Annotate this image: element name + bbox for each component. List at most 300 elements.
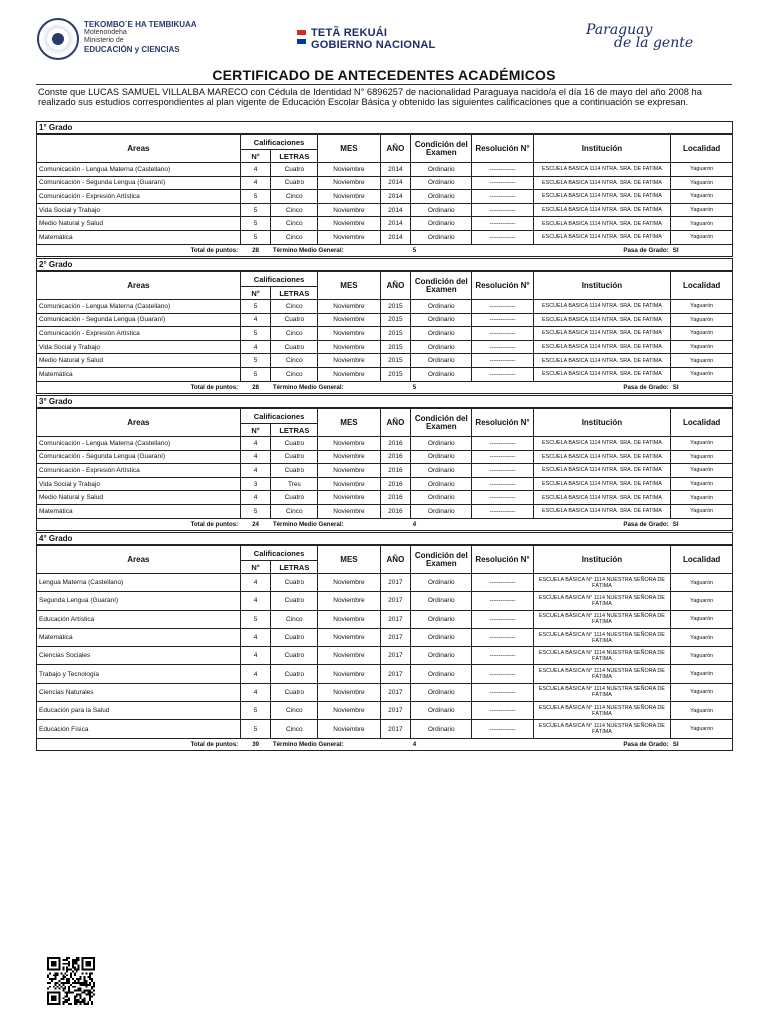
cell-nota-letras: Tres: [271, 477, 318, 491]
col-header-areas: Areas: [37, 135, 240, 163]
cell-area: Matemática: [37, 230, 240, 244]
col-header-numero: N°: [240, 150, 271, 163]
table-row: [37, 720, 732, 738]
grades-table: [37, 408, 732, 530]
total-puntos-value: 28: [240, 244, 271, 256]
cell-mes: Noviembre: [318, 163, 380, 177]
cell-localidad: Yaguarón: [671, 504, 732, 518]
ministry-seal-icon: [37, 18, 79, 60]
col-header-mes: MES: [318, 135, 380, 163]
cell-localidad: Yaguarón: [671, 665, 732, 683]
col-header-localidad: Localidad: [671, 272, 732, 300]
cell-mes: Noviembre: [318, 574, 380, 592]
cell-anio: 2017: [380, 647, 411, 665]
col-header-calificaciones: Calificaciones: [240, 409, 318, 424]
cell-institucion: ESCUELA BASICA 1114 NTRA. SRA. DE FATIMA: [533, 491, 671, 505]
table-row: [37, 477, 732, 491]
cell-nota-letras: Cuatro: [271, 574, 318, 592]
grade-title: 3° Grado: [37, 396, 732, 408]
col-header-resolucion: Resolución N°: [472, 135, 533, 163]
cell-area: Comunicación - Expresión Artística: [37, 190, 240, 204]
cell-institucion: ESCUELA BASICA 1114 NTRA. SRA. DE FATIMA: [533, 450, 671, 464]
cell-area: Educación Artística: [37, 610, 240, 628]
cell-condicion: Ordinario: [411, 437, 472, 451]
cell-resolucion: ------------: [472, 230, 533, 244]
cell-nota-letras: Cuatro: [271, 464, 318, 478]
cell-institucion: ESCUELA BÁSICA N° 1114 NUESTRA SEÑORA DE FÁTIMA: [533, 720, 671, 738]
cell-condicion: Ordinario: [411, 491, 472, 505]
grade-section: [36, 532, 733, 751]
cell-condicion: Ordinario: [411, 592, 472, 610]
table-row: [37, 354, 732, 368]
cell-nota-numero: 4: [240, 683, 271, 701]
cell-resolucion: ------------: [472, 354, 533, 368]
col-header-areas: Areas: [37, 272, 240, 300]
cell-anio: 2015: [380, 313, 411, 327]
cell-nota-numero: 4: [240, 464, 271, 478]
cell-area: Educación Física: [37, 720, 240, 738]
cell-area: Comunicación - Segunda Lengua (Guaraní): [37, 450, 240, 464]
col-header-areas: Areas: [37, 546, 240, 574]
total-puntos-value: 39: [240, 738, 271, 750]
col-header-calificaciones: Calificaciones: [240, 272, 318, 287]
cell-mes: Noviembre: [318, 720, 380, 738]
cell-institucion: ESCUELA BÁSICA N° 1114 NUESTRA SEÑORA DE FÁTIMA: [533, 610, 671, 628]
cell-nota-letras: Cuatro: [271, 683, 318, 701]
table-row: [37, 574, 732, 592]
cell-localidad: Yaguarón: [671, 592, 732, 610]
cell-nota-numero: 5: [240, 217, 271, 231]
col-header-letras: LETRAS: [271, 287, 318, 300]
cell-resolucion: ------------: [472, 610, 533, 628]
cell-resolucion: ------------: [472, 628, 533, 646]
cell-nota-numero: 5: [240, 300, 271, 314]
pasa-grado-label: Pasa de Grado:: [533, 244, 671, 256]
cell-nota-numero: 4: [240, 176, 271, 190]
col-header-resolucion: Resolución N°: [472, 272, 533, 300]
cell-nota-numero: 4: [240, 340, 271, 354]
paraguay-flag-icon: [297, 30, 306, 44]
grade-section: [36, 121, 733, 257]
col-header-institucion: Institución: [533, 272, 671, 300]
cell-nota-letras: Cuatro: [271, 437, 318, 451]
cell-nota-numero: 3: [240, 477, 271, 491]
table-row: [37, 190, 732, 204]
cell-resolucion: ------------: [472, 163, 533, 177]
cell-resolucion: ------------: [472, 702, 533, 720]
cell-condicion: Ordinario: [411, 450, 472, 464]
document-header: [0, 0, 768, 64]
cell-mes: Noviembre: [318, 327, 380, 341]
pasa-grado-value: SI: [671, 738, 732, 750]
cell-condicion: Ordinario: [411, 574, 472, 592]
cell-condicion: Ordinario: [411, 163, 472, 177]
cell-condicion: Ordinario: [411, 190, 472, 204]
cell-anio: 2014: [380, 176, 411, 190]
cell-area: Vida Social y Trabajo: [37, 340, 240, 354]
pasa-grado-value: SI: [671, 381, 732, 393]
cell-anio: 2015: [380, 300, 411, 314]
cell-nota-letras: Cuatro: [271, 313, 318, 327]
cell-nota-numero: 4: [240, 592, 271, 610]
cell-nota-numero: 4: [240, 647, 271, 665]
cell-nota-letras: Cuatro: [271, 592, 318, 610]
cell-mes: Noviembre: [318, 300, 380, 314]
cell-mes: Noviembre: [318, 647, 380, 665]
cell-condicion: Ordinario: [411, 610, 472, 628]
cell-localidad: Yaguarón: [671, 300, 732, 314]
cell-nota-letras: Cinco: [271, 367, 318, 381]
cell-anio: 2016: [380, 491, 411, 505]
grades-table: [37, 545, 732, 750]
totals-row: [37, 381, 732, 393]
cell-nota-letras: Cuatro: [271, 340, 318, 354]
cell-localidad: Yaguarón: [671, 190, 732, 204]
cell-nota-numero: 4: [240, 313, 271, 327]
col-header-condicion: Condición del Examen: [411, 546, 472, 574]
cell-nota-letras: Cinco: [271, 702, 318, 720]
col-header-institucion: Institución: [533, 135, 671, 163]
cell-institucion: ESCUELA BASICA 1114 NTRA. SRA. DE FATIMA: [533, 313, 671, 327]
termino-medio-label: Término Medio General:: [271, 738, 411, 750]
cell-resolucion: ------------: [472, 300, 533, 314]
cell-institucion: ESCUELA BÁSICA N° 1114 NUESTRA SEÑORA DE FÁTIMA: [533, 628, 671, 646]
table-row: [37, 176, 732, 190]
cell-area: Comunicación - Lengua Materna (Castellano): [37, 300, 240, 314]
cell-anio: 2017: [380, 702, 411, 720]
cell-area: Medio Natural y Salud: [37, 354, 240, 368]
cell-nota-numero: 4: [240, 491, 271, 505]
cell-area: Comunicación - Segunda Lengua (Guaraní): [37, 176, 240, 190]
cell-mes: Noviembre: [318, 176, 380, 190]
cell-condicion: Ordinario: [411, 477, 472, 491]
totals-spacer: [472, 738, 533, 750]
cell-nota-numero: 5: [240, 610, 271, 628]
ministry-logo-line3: Ministerio de: [84, 37, 124, 45]
termino-medio-value: 4: [411, 518, 472, 530]
termino-medio-label: Término Medio General:: [271, 244, 411, 256]
cell-anio: 2015: [380, 367, 411, 381]
cell-mes: Noviembre: [318, 592, 380, 610]
cell-nota-letras: Cuatro: [271, 491, 318, 505]
cell-area: Matemática: [37, 367, 240, 381]
cell-localidad: Yaguarón: [671, 340, 732, 354]
cell-anio: 2017: [380, 628, 411, 646]
cell-nota-numero: 5: [240, 702, 271, 720]
grade-title: 2° Grado: [37, 259, 732, 271]
cell-nota-numero: 4: [240, 628, 271, 646]
cell-nota-numero: 5: [240, 327, 271, 341]
col-header-anio: AÑO: [380, 272, 411, 300]
col-header-institucion: Institución: [533, 546, 671, 574]
cell-area: Segunda Lengua (Guaraní): [37, 592, 240, 610]
cell-institucion: ESCUELA BASICA 1114 NTRA. SRA. DE FATIMA: [533, 190, 671, 204]
cell-nota-numero: 5: [240, 367, 271, 381]
col-header-letras: LETRAS: [271, 561, 318, 574]
col-header-mes: MES: [318, 272, 380, 300]
cell-area: Ciencias Naturales: [37, 683, 240, 701]
cell-localidad: Yaguarón: [671, 574, 732, 592]
cell-institucion: ESCUELA BASICA 1114 NTRA. SRA. DE FATIMA: [533, 176, 671, 190]
cell-nota-numero: 5: [240, 230, 271, 244]
cell-mes: Noviembre: [318, 354, 380, 368]
cell-resolucion: ------------: [472, 665, 533, 683]
cell-mes: Noviembre: [318, 190, 380, 204]
cell-mes: Noviembre: [318, 477, 380, 491]
cell-area: Matemática: [37, 504, 240, 518]
grade-section: [36, 258, 733, 394]
cell-mes: Noviembre: [318, 610, 380, 628]
cell-institucion: ESCUELA BASICA 1114 NTRA. SRA. DE FATIMA: [533, 504, 671, 518]
cell-resolucion: ------------: [472, 647, 533, 665]
table-row: [37, 340, 732, 354]
cell-anio: 2016: [380, 450, 411, 464]
cell-condicion: Ordinario: [411, 464, 472, 478]
cell-localidad: Yaguarón: [671, 230, 732, 244]
cell-anio: 2014: [380, 203, 411, 217]
col-header-letras: LETRAS: [271, 424, 318, 437]
cell-condicion: Ordinario: [411, 628, 472, 646]
ministry-logo: [84, 20, 224, 54]
cell-mes: Noviembre: [318, 313, 380, 327]
cell-localidad: Yaguarón: [671, 163, 732, 177]
cell-localidad: Yaguarón: [671, 647, 732, 665]
table-row: [37, 313, 732, 327]
cell-resolucion: ------------: [472, 190, 533, 204]
cell-condicion: Ordinario: [411, 720, 472, 738]
col-header-condicion: Condición del Examen: [411, 409, 472, 437]
cell-anio: 2014: [380, 190, 411, 204]
cell-anio: 2017: [380, 683, 411, 701]
cell-institucion: ESCUELA BÁSICA N° 1114 NUESTRA SEÑORA DE FÁTIMA: [533, 665, 671, 683]
col-header-institucion: Institución: [533, 409, 671, 437]
col-header-mes: MES: [318, 546, 380, 574]
cell-localidad: Yaguarón: [671, 720, 732, 738]
table-row: [37, 230, 732, 244]
cell-anio: 2017: [380, 574, 411, 592]
cell-area: Comunicación - Expresión Artística: [37, 327, 240, 341]
table-row: [37, 163, 732, 177]
cell-institucion: ESCUELA BÁSICA N° 1114 NUESTRA SEÑORA DE FÁTIMA: [533, 647, 671, 665]
cell-area: Comunicación - Segunda Lengua (Guaraní): [37, 313, 240, 327]
total-puntos-label: Total de puntos:: [37, 518, 240, 530]
cell-condicion: Ordinario: [411, 647, 472, 665]
totals-spacer: [472, 518, 533, 530]
cell-resolucion: ------------: [472, 477, 533, 491]
cell-condicion: Ordinario: [411, 367, 472, 381]
cell-anio: 2015: [380, 340, 411, 354]
pasa-grado-value: SI: [671, 244, 732, 256]
ministry-logo-line4: EDUCACIÓN y CIENCIAS: [84, 45, 180, 55]
col-header-numero: N°: [240, 287, 271, 300]
cell-mes: Noviembre: [318, 437, 380, 451]
table-row: [37, 702, 732, 720]
cell-area: Matemática: [37, 628, 240, 646]
cell-institucion: ESCUELA BASICA 1114 NTRA. SRA. DE FATIMA: [533, 327, 671, 341]
cell-localidad: Yaguarón: [671, 464, 732, 478]
cell-mes: Noviembre: [318, 665, 380, 683]
termino-medio-label: Término Medio General:: [271, 518, 411, 530]
cell-nota-numero: 5: [240, 190, 271, 204]
table-row: [37, 683, 732, 701]
cell-mes: Noviembre: [318, 628, 380, 646]
termino-medio-value: 4: [411, 738, 472, 750]
cell-anio: 2016: [380, 464, 411, 478]
col-header-condicion: Condición del Examen: [411, 272, 472, 300]
cell-localidad: Yaguarón: [671, 367, 732, 381]
termino-medio-value: 5: [411, 381, 472, 393]
cell-area: Medio Natural y Salud: [37, 491, 240, 505]
cell-nota-letras: Cuatro: [271, 176, 318, 190]
cell-nota-letras: Cinco: [271, 610, 318, 628]
cell-nota-numero: 4: [240, 574, 271, 592]
cell-nota-numero: 4: [240, 665, 271, 683]
cell-condicion: Ordinario: [411, 327, 472, 341]
title-divider: [36, 84, 732, 85]
total-puntos-label: Total de puntos:: [37, 381, 240, 393]
cell-area: Comunicación - Lengua Materna (Castellano): [37, 437, 240, 451]
totals-row: [37, 518, 732, 530]
cell-resolucion: ------------: [472, 327, 533, 341]
cell-localidad: Yaguarón: [671, 477, 732, 491]
termino-medio-label: Término Medio General:: [271, 381, 411, 393]
cell-anio: 2015: [380, 327, 411, 341]
totals-spacer: [472, 244, 533, 256]
totals-row: [37, 244, 732, 256]
cell-nota-numero: 5: [240, 504, 271, 518]
table-row: [37, 217, 732, 231]
total-puntos-value: 24: [240, 518, 271, 530]
brand-logo-line2: de la gente: [614, 35, 694, 52]
termino-medio-value: 5: [411, 244, 472, 256]
cell-anio: 2016: [380, 437, 411, 451]
grade-title: 4° Grado: [37, 533, 732, 545]
cell-nota-letras: Cinco: [271, 217, 318, 231]
cell-anio: 2017: [380, 665, 411, 683]
ministry-logo-line2: Motenondeha: [84, 29, 127, 37]
col-header-condicion: Condición del Examen: [411, 135, 472, 163]
cell-institucion: ESCUELA BASICA 1114 NTRA. SRA. DE FATIMA: [533, 354, 671, 368]
cell-resolucion: ------------: [472, 491, 533, 505]
cell-anio: 2014: [380, 163, 411, 177]
grades-table: [37, 134, 732, 256]
cell-area: Lengua Materna (Castellano): [37, 574, 240, 592]
cell-anio: 2017: [380, 592, 411, 610]
table-row: [37, 203, 732, 217]
table-row: [37, 327, 732, 341]
cell-nota-letras: Cuatro: [271, 163, 318, 177]
cell-area: Comunicación - Expresión Artística: [37, 464, 240, 478]
table-row: [37, 491, 732, 505]
cell-area: Comunicación - Lengua Materna (Castellano): [37, 163, 240, 177]
table-row: [37, 437, 732, 451]
intro-paragraph: Conste que LUCAS SAMUEL VILLALBA MARECO con Cédula de Identidad N° 6896257 de nacionalidad Paraguaya nacido/a el día 16 de mayo del año 2008 ha realizado sus estudios correspondientes al plan vigente de Educación Escolar Básica y obtenido las siguientes calificaciones que a continuación se expresan.: [38, 87, 702, 108]
cell-resolucion: ------------: [472, 437, 533, 451]
cell-resolucion: ------------: [472, 592, 533, 610]
cell-anio: 2014: [380, 217, 411, 231]
table-row: [37, 300, 732, 314]
cell-localidad: Yaguarón: [671, 628, 732, 646]
government-logo-line2: GOBIERNO NACIONAL: [311, 38, 436, 51]
cell-mes: Noviembre: [318, 464, 380, 478]
cell-institucion: ESCUELA BASICA 1114 NTRA. SRA. DE FATIMA: [533, 300, 671, 314]
cell-condicion: Ordinario: [411, 313, 472, 327]
cell-localidad: Yaguarón: [671, 683, 732, 701]
cell-area: Vida Social y Trabajo: [37, 203, 240, 217]
cell-nota-numero: 4: [240, 437, 271, 451]
table-row: [37, 504, 732, 518]
cell-nota-numero: 4: [240, 163, 271, 177]
cell-institucion: ESCUELA BÁSICA N° 1114 NUESTRA SEÑORA DE FÁTIMA: [533, 592, 671, 610]
cell-mes: Noviembre: [318, 450, 380, 464]
cell-institucion: ESCUELA BASICA 1114 NTRA. SRA. DE FATIMA: [533, 367, 671, 381]
cell-localidad: Yaguarón: [671, 702, 732, 720]
cell-area: Ciencias Sociales: [37, 647, 240, 665]
cell-area: Vida Social y Trabajo: [37, 477, 240, 491]
cell-institucion: ESCUELA BASICA 1114 NTRA. SRA. DE FATIMA: [533, 163, 671, 177]
cell-resolucion: ------------: [472, 574, 533, 592]
cell-mes: Noviembre: [318, 340, 380, 354]
cell-mes: Noviembre: [318, 491, 380, 505]
cell-resolucion: ------------: [472, 176, 533, 190]
cell-mes: Noviembre: [318, 702, 380, 720]
cell-localidad: Yaguarón: [671, 217, 732, 231]
cell-nota-letras: Cuatro: [271, 665, 318, 683]
col-header-resolucion: Resolución N°: [472, 546, 533, 574]
cell-mes: Noviembre: [318, 504, 380, 518]
cell-anio: 2015: [380, 354, 411, 368]
totals-row: [37, 738, 732, 750]
col-header-calificaciones: Calificaciones: [240, 546, 318, 561]
totals-spacer: [472, 381, 533, 393]
cell-condicion: Ordinario: [411, 504, 472, 518]
cell-localidad: Yaguarón: [671, 203, 732, 217]
cell-nota-numero: 4: [240, 450, 271, 464]
cell-resolucion: ------------: [472, 367, 533, 381]
col-header-localidad: Localidad: [671, 135, 732, 163]
total-puntos-label: Total de puntos:: [37, 244, 240, 256]
cell-nota-letras: Cinco: [271, 327, 318, 341]
cell-institucion: ESCUELA BÁSICA N° 1114 NUESTRA SEÑORA DE FÁTIMA: [533, 702, 671, 720]
cell-mes: Noviembre: [318, 203, 380, 217]
cell-resolucion: ------------: [472, 340, 533, 354]
col-header-anio: AÑO: [380, 546, 411, 574]
cell-localidad: Yaguarón: [671, 327, 732, 341]
cell-nota-letras: Cinco: [271, 203, 318, 217]
cell-resolucion: ------------: [472, 464, 533, 478]
cell-localidad: Yaguarón: [671, 450, 732, 464]
cell-nota-letras: Cinco: [271, 354, 318, 368]
cell-resolucion: ------------: [472, 313, 533, 327]
cell-institucion: ESCUELA BASICA 1114 NTRA. SRA. DE FATIMA: [533, 464, 671, 478]
cell-nota-letras: Cinco: [271, 504, 318, 518]
cell-institucion: ESCUELA BASICA 1114 NTRA. SRA. DE FATIMA: [533, 437, 671, 451]
cell-nota-letras: Cinco: [271, 720, 318, 738]
cell-condicion: Ordinario: [411, 683, 472, 701]
cell-resolucion: ------------: [472, 450, 533, 464]
cell-anio: 2014: [380, 230, 411, 244]
cell-condicion: Ordinario: [411, 702, 472, 720]
cell-condicion: Ordinario: [411, 176, 472, 190]
cell-anio: 2016: [380, 477, 411, 491]
grade-title: 1° Grado: [37, 122, 732, 134]
cell-mes: Noviembre: [318, 367, 380, 381]
table-row: [37, 464, 732, 478]
cell-anio: 2017: [380, 610, 411, 628]
table-row: [37, 628, 732, 646]
cell-nota-letras: Cinco: [271, 230, 318, 244]
cell-resolucion: ------------: [472, 203, 533, 217]
